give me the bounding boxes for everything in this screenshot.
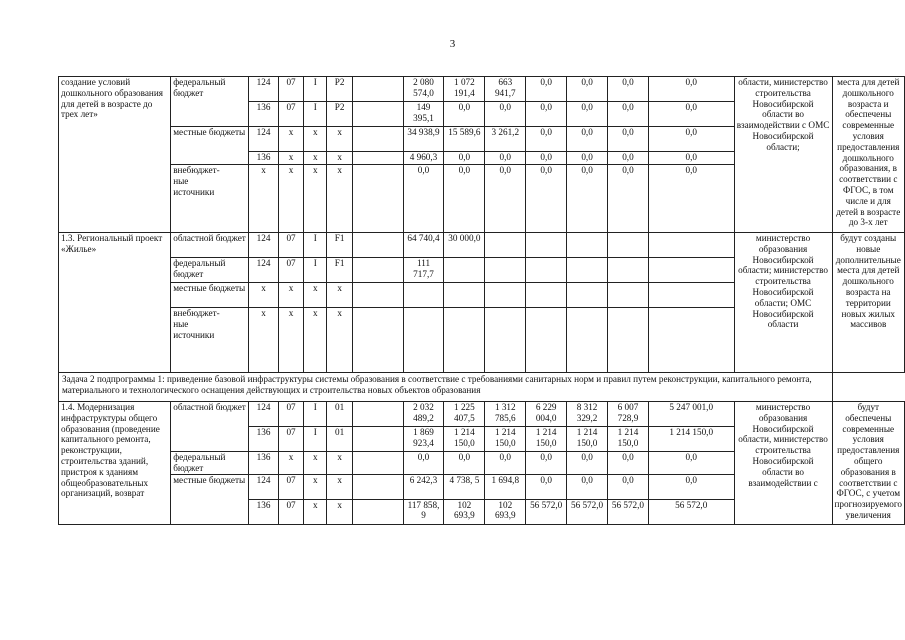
- code-cell: P2: [327, 102, 353, 127]
- code-cell: х: [278, 127, 303, 152]
- amount-cell: 34 938,9: [403, 127, 444, 152]
- code-cell: х: [278, 452, 303, 475]
- amount-cell: 2 080 574,0: [403, 77, 444, 102]
- code-cell: 07: [278, 233, 303, 258]
- amount-cell: [648, 233, 734, 258]
- code-cell: 124: [249, 77, 279, 102]
- amount-cell: [485, 283, 526, 308]
- amount-cell: [403, 308, 444, 373]
- amount-cell: 4 960,3: [403, 152, 444, 165]
- result-cell: будут созданы новые дополнительные места для детей дошкольного возраста на территории новых жилых массивов: [832, 233, 904, 373]
- amount-cell: 6 242,3: [403, 474, 444, 499]
- amount-cell: 0,0: [567, 165, 608, 233]
- amount-cell: [526, 258, 567, 283]
- code-cell: F1: [327, 258, 353, 283]
- code-cell: 07: [278, 499, 303, 524]
- amount-cell: 56 572,0: [648, 499, 734, 524]
- amount-cell: 0,0: [485, 452, 526, 475]
- amount-cell: 6 007 728,9: [608, 402, 649, 427]
- program-table: [58, 76, 905, 525]
- amount-cell: 1 214 150,0: [485, 427, 526, 452]
- funding-source-cell: внебюджет- ные источники: [171, 308, 249, 373]
- amount-cell: 1 214 150,0: [648, 427, 734, 452]
- code-cell: х: [327, 499, 353, 524]
- amount-cell: [608, 283, 649, 308]
- spacer-cell: [352, 402, 403, 427]
- code-cell: х: [304, 474, 327, 499]
- code-cell: 136: [249, 152, 279, 165]
- code-cell: 124: [249, 127, 279, 152]
- amount-cell: 0,0: [648, 102, 734, 127]
- amount-cell: 0,0: [526, 152, 567, 165]
- code-cell: х: [327, 474, 353, 499]
- amount-cell: 149 395,1: [403, 102, 444, 127]
- amount-cell: 1 312 785,6: [485, 402, 526, 427]
- amount-cell: 1 225 407,5: [444, 402, 485, 427]
- code-cell: 01: [327, 427, 353, 452]
- code-cell: х: [304, 452, 327, 475]
- amount-cell: 0,0: [608, 77, 649, 102]
- amount-cell: 56 572,0: [526, 499, 567, 524]
- amount-cell: 8 312 329,2: [567, 402, 608, 427]
- measure-name-cell: 1.3. Региональный проект «Жилье»: [59, 233, 171, 373]
- funding-source-cell: местные бюджеты: [171, 127, 249, 165]
- amount-cell: 0,0: [567, 152, 608, 165]
- amount-cell: 0,0: [526, 165, 567, 233]
- code-cell: 07: [278, 258, 303, 283]
- code-cell: х: [278, 152, 303, 165]
- amount-cell: 0,0: [485, 165, 526, 233]
- amount-cell: 0,0: [648, 152, 734, 165]
- amount-cell: [648, 283, 734, 308]
- spacer-cell: [352, 77, 403, 102]
- amount-cell: 1 214 150,0: [526, 427, 567, 452]
- amount-cell: 0,0: [608, 474, 649, 499]
- code-cell: х: [304, 152, 327, 165]
- amount-cell: 0,0: [485, 152, 526, 165]
- amount-cell: 0,0: [648, 452, 734, 475]
- amount-cell: 0,0: [444, 102, 485, 127]
- amount-cell: 0,0: [648, 77, 734, 102]
- funding-source-cell: областной бюджет: [171, 233, 249, 258]
- amount-cell: 0,0: [567, 102, 608, 127]
- code-cell: х: [327, 452, 353, 475]
- amount-cell: 0,0: [526, 77, 567, 102]
- task-row: [59, 373, 905, 402]
- amount-cell: 2 032 489,2: [403, 402, 444, 427]
- code-cell: 07: [278, 77, 303, 102]
- amount-cell: 1 694,8: [485, 474, 526, 499]
- amount-cell: 1 869 923,4: [403, 427, 444, 452]
- spacer-cell: [352, 308, 403, 373]
- amount-cell: 56 572,0: [608, 499, 649, 524]
- result-cell: места для детей дошкольного возраста и обеспечены современные условия предоставления дошкольного образования, в соответствии с ФГОС, в том числе и для детей в возрасте до 3-х лет: [832, 77, 904, 233]
- funding-source-cell: федеральный бюджет: [171, 452, 249, 475]
- amount-cell: [485, 233, 526, 258]
- amount-cell: 5 247 001,0: [648, 402, 734, 427]
- amount-cell: [567, 233, 608, 258]
- amount-cell: 102 693,9: [485, 499, 526, 524]
- spacer-cell: [352, 152, 403, 165]
- amount-cell: [485, 308, 526, 373]
- funding-source-cell: федеральный бюджет: [171, 258, 249, 283]
- code-cell: х: [249, 165, 279, 233]
- amount-cell: 0,0: [608, 165, 649, 233]
- amount-cell: 4 738, 5: [444, 474, 485, 499]
- amount-cell: 3 261,2: [485, 127, 526, 152]
- code-cell: х: [327, 283, 353, 308]
- spacer-cell: [352, 165, 403, 233]
- result-cell: будут обеспечены современные условия предоставления общего образования в соответствии с ФГОС, с учетом прогнозируемого увеличения: [832, 402, 904, 525]
- code-cell: х: [304, 127, 327, 152]
- code-cell: 07: [278, 427, 303, 452]
- amount-cell: 0,0: [526, 452, 567, 475]
- code-cell: х: [304, 308, 327, 373]
- code-cell: х: [278, 165, 303, 233]
- code-cell: 136: [249, 452, 279, 475]
- code-cell: х: [249, 283, 279, 308]
- code-cell: I: [304, 258, 327, 283]
- funding-source-cell: федеральный бюджет: [171, 77, 249, 127]
- code-cell: F1: [327, 233, 353, 258]
- code-cell: х: [304, 165, 327, 233]
- amount-cell: [485, 258, 526, 283]
- amount-cell: [648, 258, 734, 283]
- code-cell: х: [249, 308, 279, 373]
- spacer-cell: [352, 427, 403, 452]
- funding-source-cell: местные бюджеты: [171, 474, 249, 524]
- spacer-cell: [352, 499, 403, 524]
- funding-source-cell: местные бюджеты: [171, 283, 249, 308]
- amount-cell: [403, 283, 444, 308]
- amount-cell: 0,0: [444, 165, 485, 233]
- code-cell: 01: [327, 402, 353, 427]
- amount-cell: [648, 308, 734, 373]
- code-cell: 124: [249, 233, 279, 258]
- amount-cell: 0,0: [444, 152, 485, 165]
- code-cell: P2: [327, 77, 353, 102]
- code-cell: 07: [278, 402, 303, 427]
- measure-name-cell: создание условий дошкольного образования для детей в возрасте до трех лет»: [59, 77, 171, 233]
- table-row: [59, 402, 905, 427]
- amount-cell: [444, 258, 485, 283]
- page-number: 3: [449, 38, 456, 50]
- amount-cell: 0,0: [403, 452, 444, 475]
- amount-cell: 0,0: [608, 452, 649, 475]
- code-cell: х: [304, 283, 327, 308]
- amount-cell: 30 000,0: [444, 233, 485, 258]
- code-cell: х: [278, 283, 303, 308]
- code-cell: I: [304, 427, 327, 452]
- spacer-cell: [352, 452, 403, 475]
- spacer-cell: [352, 258, 403, 283]
- amount-cell: 0,0: [403, 165, 444, 233]
- measure-name-cell: 1.4. Модернизация инфраструктуры общего образования (проведение капитального ремонта, реконструкции, строительства зданий, пристроя к зданиям общеобразовательных организаций, возврат: [59, 402, 171, 525]
- amount-cell: 1 214 150,0: [567, 427, 608, 452]
- responsible-cell: министерство образования Новосибирской области, министерство строительства Новосибирской области во взаимодействии с: [734, 402, 832, 525]
- funding-source-cell: внебюджет- ные источники: [171, 165, 249, 233]
- code-cell: 124: [249, 474, 279, 499]
- amount-cell: 0,0: [648, 474, 734, 499]
- amount-cell: [608, 308, 649, 373]
- funding-source-cell: областной бюджет: [171, 402, 249, 452]
- table-row: [59, 233, 905, 258]
- code-cell: I: [304, 402, 327, 427]
- code-cell: х: [304, 499, 327, 524]
- amount-cell: 1 072 191,4: [444, 77, 485, 102]
- amount-cell: 0,0: [526, 127, 567, 152]
- amount-cell: 0,0: [608, 152, 649, 165]
- code-cell: х: [278, 308, 303, 373]
- amount-cell: 15 589,6: [444, 127, 485, 152]
- responsible-cell: области, министерство строительства Новосибирской области во взаимодействии с ОМС Новосибирской области;: [734, 77, 832, 233]
- amount-cell: [567, 283, 608, 308]
- amount-cell: 0,0: [608, 102, 649, 127]
- spacer-cell: [352, 127, 403, 152]
- code-cell: х: [327, 308, 353, 373]
- amount-cell: 117 858, 9: [403, 499, 444, 524]
- code-cell: 07: [278, 474, 303, 499]
- amount-cell: 0,0: [444, 452, 485, 475]
- amount-cell: 663 941,7: [485, 77, 526, 102]
- amount-cell: 102 693,9: [444, 499, 485, 524]
- responsible-cell: министерство образования Новосибирской области; министерство строительства Новосибирской области; ОМС Новосибирской области: [734, 233, 832, 373]
- code-cell: I: [304, 77, 327, 102]
- spacer-cell: [352, 283, 403, 308]
- code-cell: х: [327, 127, 353, 152]
- code-cell: 07: [278, 102, 303, 127]
- spacer-cell: [352, 474, 403, 499]
- amount-cell: 0,0: [485, 102, 526, 127]
- amount-cell: 0,0: [567, 452, 608, 475]
- amount-cell: [567, 258, 608, 283]
- amount-cell: 0,0: [567, 77, 608, 102]
- task-cell: Задача 2 подпрограммы 1: приведение базовой инфраструктуры системы образования в соответствие с требованиями санитарных норм и правил путем реконструкции, капитального ремонта, материального и технологического оснащения действующих и строительства новых объектов образования: [59, 373, 833, 402]
- amount-cell: 0,0: [526, 102, 567, 127]
- amount-cell: 0,0: [526, 474, 567, 499]
- amount-cell: [526, 308, 567, 373]
- code-cell: х: [327, 152, 353, 165]
- amount-cell: [526, 283, 567, 308]
- amount-cell: 0,0: [648, 127, 734, 152]
- amount-cell: [444, 283, 485, 308]
- code-cell: 124: [249, 402, 279, 427]
- spacer-cell: [352, 102, 403, 127]
- amount-cell: 1 214 150,0: [444, 427, 485, 452]
- amount-cell: 0,0: [567, 474, 608, 499]
- code-cell: 136: [249, 102, 279, 127]
- amount-cell: 64 740,4: [403, 233, 444, 258]
- code-cell: 124: [249, 258, 279, 283]
- amount-cell: 0,0: [608, 127, 649, 152]
- table-row: [59, 77, 905, 102]
- code-cell: I: [304, 102, 327, 127]
- amount-cell: 0,0: [648, 165, 734, 233]
- amount-cell: [526, 233, 567, 258]
- code-cell: х: [327, 165, 353, 233]
- code-cell: I: [304, 233, 327, 258]
- amount-cell: 1 214 150,0: [608, 427, 649, 452]
- spacer-cell: [352, 233, 403, 258]
- code-cell: 136: [249, 427, 279, 452]
- amount-cell: [567, 308, 608, 373]
- amount-cell: [608, 258, 649, 283]
- amount-cell: 56 572,0: [567, 499, 608, 524]
- amount-cell: [608, 233, 649, 258]
- code-cell: 136: [249, 499, 279, 524]
- amount-cell: [444, 308, 485, 373]
- amount-cell: 111 717,7: [403, 258, 444, 283]
- amount-cell: 6 229 004,0: [526, 402, 567, 427]
- amount-cell: 0,0: [567, 127, 608, 152]
